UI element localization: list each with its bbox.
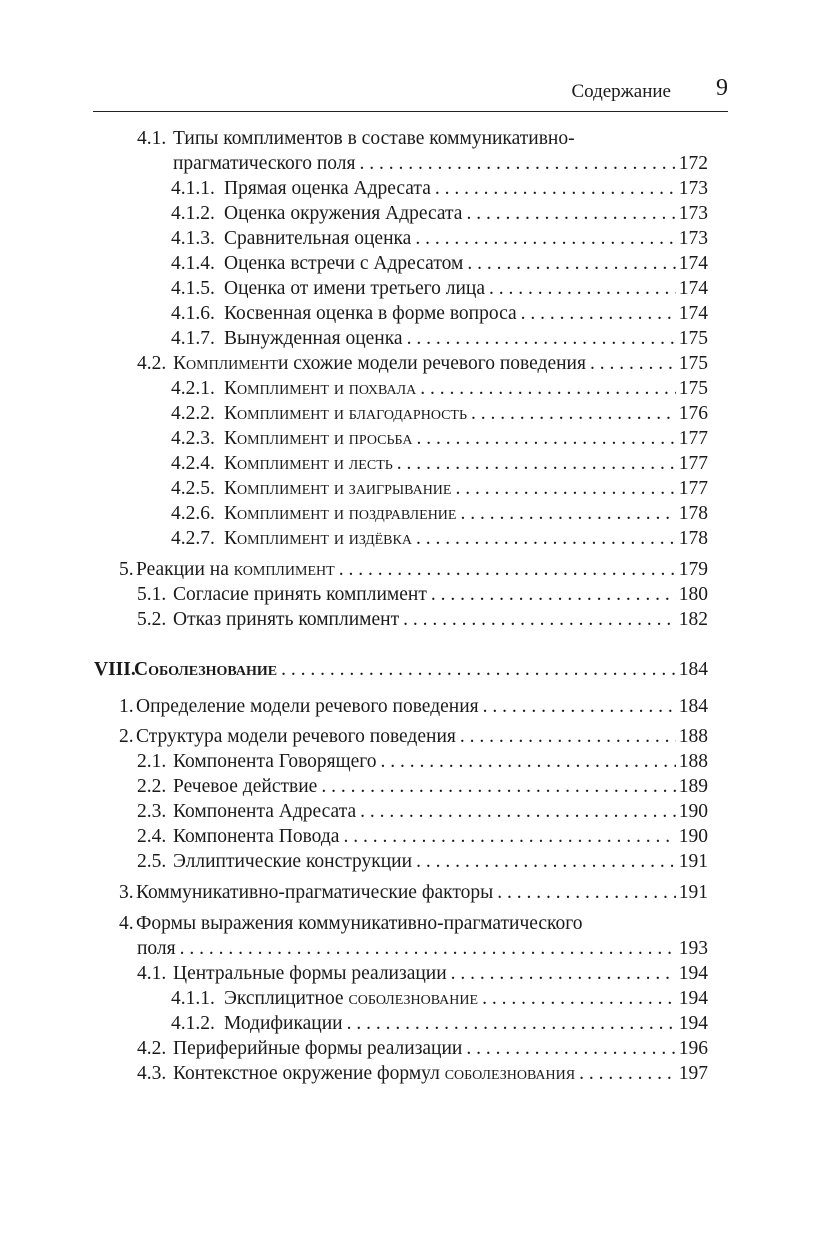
toc-entry-5-2 [137, 607, 708, 632]
toc-number: 4.2. [137, 353, 167, 374]
toc-page: 177 [678, 453, 708, 474]
toc-title: Комплимент и похвала [224, 378, 417, 399]
toc-title: комплимент [233, 559, 335, 580]
toc-page: 189 [678, 776, 708, 797]
toc-page: 180 [678, 584, 708, 605]
toc-page: 174 [678, 278, 708, 299]
toc-page: 193 [678, 938, 708, 959]
toc-leader-dots [415, 226, 675, 251]
toc-entry-4-2-6 [171, 501, 708, 526]
toc-leader-dots [339, 557, 676, 582]
toc-entry-4-1-6 [171, 301, 708, 326]
toc-leader-dots [343, 824, 675, 849]
toc-page: 184 [678, 659, 708, 680]
toc-entry-8-1 [119, 694, 708, 719]
toc-leader-dots [471, 401, 676, 426]
page-number: 9 [716, 75, 728, 101]
toc-leader-dots [497, 880, 676, 905]
toc-entry-8-4-line2 [137, 936, 708, 961]
toc-entry-8-3 [119, 880, 708, 905]
toc-leader-dots [467, 251, 675, 276]
toc-page: 197 [678, 1063, 708, 1084]
toc-number: 4.2.6. [171, 503, 215, 524]
toc-number: 4.1. [137, 963, 167, 984]
toc-leader-dots [460, 724, 676, 749]
toc-leader-dots [180, 936, 676, 961]
toc-title: Соболезнование [134, 659, 278, 680]
toc-title: Комплимент и заигрывание [224, 478, 452, 499]
toc-number: 4.1.6. [171, 303, 215, 324]
toc-number: 4.1.1. [171, 178, 215, 199]
toc-entry-5-1 [137, 582, 708, 607]
toc-entry-8-4-1 [137, 961, 708, 986]
toc-page: 191 [678, 882, 708, 903]
toc-number: 5. [119, 559, 134, 580]
toc-entry-8-2-4 [137, 824, 708, 849]
toc-entry-8-4-1-1 [171, 986, 708, 1011]
toc-page: 173 [678, 203, 708, 224]
toc-number: 5.1. [137, 584, 167, 605]
toc-entry-5 [119, 557, 708, 582]
toc-leader-dots [435, 176, 676, 201]
toc-entry-4-1-line2 [173, 151, 708, 176]
toc-page: 173 [678, 228, 708, 249]
toc-entry-8-4-3 [137, 1061, 708, 1086]
toc-entry-4-2-4 [171, 451, 708, 476]
toc-entry-4-1-7 [171, 326, 708, 351]
toc-title: Комплимент и благодарность [224, 403, 468, 424]
toc-entry-8-4-2 [137, 1036, 708, 1061]
toc-title: Прямая оценка Адресата [224, 178, 431, 199]
toc-number: 2.1. [137, 751, 167, 772]
toc-leader-dots [483, 694, 676, 719]
toc-entry-8-2-2 [137, 774, 708, 799]
toc-entry-8-4-line1 [119, 911, 583, 936]
toc-page: 177 [678, 428, 708, 449]
toc-title: Оценка встречи с Адресатом [224, 253, 464, 274]
toc-title: Эксплицитное [224, 988, 349, 1009]
toc-leader-dots [466, 201, 675, 226]
toc-title: Периферийные формы реализации [173, 1038, 463, 1059]
toc-title: Оценка окружения Адресата [224, 203, 463, 224]
toc-number: 2. [119, 726, 134, 747]
toc-title: Модификации [224, 1013, 343, 1034]
toc-title: Коммуникативно-прагматические факторы [136, 882, 494, 903]
toc-entry-8-2-5 [137, 849, 708, 874]
toc-title: Комплимент и издёвка [224, 528, 412, 549]
toc-entry-4-2-1 [171, 376, 708, 401]
toc-page: 175 [678, 353, 708, 374]
toc-entry-4-1-line1 [137, 126, 575, 151]
toc-leader-dots [482, 986, 676, 1011]
toc-leader-dots [381, 749, 676, 774]
toc-title: Формы выражения коммуникативно-прагматического [136, 913, 583, 934]
toc-leader-dots [466, 1036, 675, 1061]
toc-page: 173 [678, 178, 708, 199]
toc-page: 188 [678, 726, 708, 747]
toc-entry-4-2-2 [171, 401, 708, 426]
toc-page: 194 [678, 963, 708, 984]
toc-leader-dots [590, 351, 676, 376]
toc-number: 4.1.2. [171, 203, 215, 224]
toc-title: соболезнование [348, 988, 479, 1009]
toc-title: прагматического поля [173, 153, 356, 174]
toc-leader-dots [521, 301, 676, 326]
toc-number: 4.1.3. [171, 228, 215, 249]
toc-leader-dots [451, 961, 676, 986]
toc-leader-dots [431, 582, 676, 607]
toc-title: Комплимент и поздравление [224, 503, 457, 524]
toc-title: Комплимент и лесть [224, 453, 393, 474]
toc-leader-dots [579, 1061, 676, 1086]
toc-leader-dots [417, 426, 676, 451]
toc-page: 174 [678, 253, 708, 274]
toc-number: 4.2. [137, 1038, 167, 1059]
toc-number: 4.2.7. [171, 528, 215, 549]
toc-leader-dots [416, 849, 676, 874]
toc-chapter-8 [94, 657, 708, 682]
toc-number: 2.4. [137, 826, 167, 847]
toc-page: 196 [678, 1038, 708, 1059]
toc-title: Контекстное окружение формул [173, 1063, 445, 1084]
toc-leader-dots [416, 526, 676, 551]
toc-entry-4-2-5 [171, 476, 708, 501]
toc-page: 191 [678, 851, 708, 872]
toc-page: 194 [678, 988, 708, 1009]
toc-number: 4.2.5. [171, 478, 215, 499]
toc-leader-dots [460, 501, 675, 526]
toc-title: Косвенная оценка в форме вопроса [224, 303, 517, 324]
toc-title: Эллиптические конструкции [173, 851, 413, 872]
toc-title: Вынужденная оценка [224, 328, 403, 349]
toc-number: 5.2. [137, 609, 167, 630]
toc-entry-4-1-5 [171, 276, 708, 301]
toc-title: Структура модели речевого поведения [136, 726, 456, 747]
toc-page: 184 [678, 696, 708, 717]
toc-entry-8-2 [119, 724, 708, 749]
toc-entry-8-2-1 [137, 749, 708, 774]
toc-page: 172 [678, 153, 708, 174]
toc-title: Оценка от имени третьего лица [224, 278, 486, 299]
toc-leader-dots [360, 151, 676, 176]
toc-title: Компонента Адресата [173, 801, 357, 822]
toc-title: Комплимент [173, 353, 278, 374]
toc-number: 4.1. [137, 128, 167, 149]
toc-number: 4.2.3. [171, 428, 215, 449]
toc-title: поля [137, 938, 176, 959]
toc-page: 178 [678, 503, 708, 524]
toc-entry-4-2-7 [171, 526, 708, 551]
toc-page: 174 [678, 303, 708, 324]
toc-entry-4-1-3 [171, 226, 708, 251]
toc-title: Сравнительная оценка [224, 228, 412, 249]
toc-number: 4.1.7. [171, 328, 215, 349]
toc-number: 2.5. [137, 851, 167, 872]
toc-entry-4-1-1 [171, 176, 708, 201]
toc-page: 175 [678, 378, 708, 399]
toc-number: 4.2.2. [171, 403, 215, 424]
toc-page: 177 [678, 478, 708, 499]
toc-page: 190 [678, 801, 708, 822]
running-header-title: Содержание [571, 81, 671, 102]
toc-title: Речевое действие [173, 776, 318, 797]
toc-page: 194 [678, 1013, 708, 1034]
toc-title: Типы комплиментов в составе коммуникативно- [173, 128, 575, 149]
toc-number: 1. [119, 696, 134, 717]
toc-number: 4. [119, 913, 134, 934]
toc-page: 190 [678, 826, 708, 847]
toc-title: Определение модели речевого поведения [136, 696, 479, 717]
toc-number: 2.2. [137, 776, 167, 797]
toc-page: 182 [678, 609, 708, 630]
toc-leader-dots [455, 476, 675, 501]
toc-title: Компонента Говорящего [173, 751, 377, 772]
toc-entry-8-2-3 [137, 799, 708, 824]
toc-number: 3. [119, 882, 134, 903]
toc-number: 2.3. [137, 801, 167, 822]
toc-entry-4-2 [137, 351, 708, 376]
toc-title: Комплимент и просьба [224, 428, 413, 449]
toc-title: Согласие принять комплимент [173, 584, 427, 605]
toc-page: 176 [678, 403, 708, 424]
toc-leader-dots [281, 657, 676, 682]
toc-title: и схожие модели речевого поведения [277, 353, 586, 374]
toc-number: 4.1.1. [171, 988, 215, 1009]
toc-number: 4.2.4. [171, 453, 215, 474]
toc-title: Реакции на [136, 559, 234, 580]
toc-leader-dots [347, 1011, 676, 1036]
toc-title: Центральные формы реализации [173, 963, 447, 984]
toc-title: Компонента Повода [173, 826, 340, 847]
toc-leader-dots [403, 607, 676, 632]
toc-page: 178 [678, 528, 708, 549]
toc-number: 4.1.4. [171, 253, 215, 274]
toc-entry-8-4-1-2 [171, 1011, 708, 1036]
toc-leader-dots [360, 799, 676, 824]
toc-leader-dots [420, 376, 676, 401]
toc-number: 4.1.2. [171, 1013, 215, 1034]
toc-number: 4.1.5. [171, 278, 215, 299]
toc-leader-dots [407, 326, 676, 351]
toc-page: 179 [678, 559, 708, 580]
toc-number: 4.2.1. [171, 378, 215, 399]
toc-entry-4-1-2 [171, 201, 708, 226]
toc-number: VIII. [94, 659, 136, 680]
toc-title: Отказ принять комплимент [173, 609, 400, 630]
toc-leader-dots [321, 774, 675, 799]
toc-title: соболезнования [444, 1063, 576, 1084]
toc-page: 188 [678, 751, 708, 772]
toc-number: 4.3. [137, 1063, 167, 1084]
toc-entry-4-2-3 [171, 426, 708, 451]
toc-leader-dots [397, 451, 676, 476]
toc-entry-4-1-4 [171, 251, 708, 276]
toc-page: 175 [678, 328, 708, 349]
toc-leader-dots [489, 276, 676, 301]
